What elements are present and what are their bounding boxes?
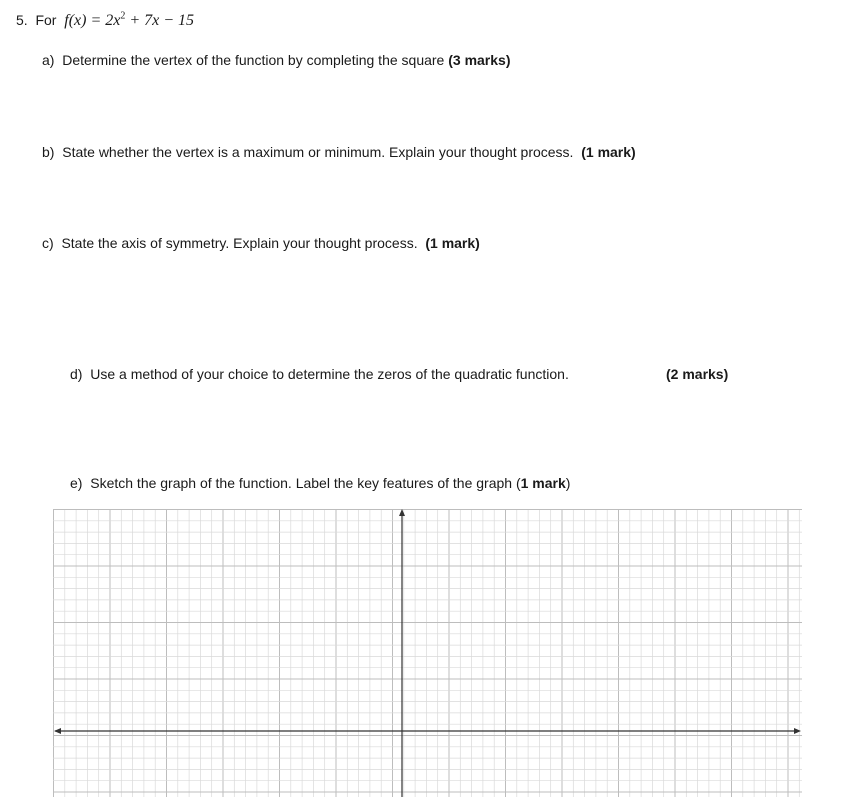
part-b-letter: b)	[42, 144, 55, 160]
part-e	[70, 475, 570, 491]
graph-paper-grid[interactable]	[53, 509, 802, 797]
part-c-text: State the axis of symmetry. Explain your thought process.	[61, 235, 418, 251]
part-d-marks-wrap	[666, 366, 728, 382]
x-axis-arrow-left	[54, 728, 61, 734]
part-b-text: State whether the vertex is a maximum or minimum. Explain your thought process.	[62, 144, 574, 160]
part-e-marks: 1 mark	[520, 475, 566, 491]
question-heading	[16, 12, 194, 30]
part-b-marks: (1 mark)	[581, 144, 636, 160]
part-c	[42, 235, 480, 251]
part-d-marks: (2 marks)	[666, 366, 729, 382]
part-a-letter: a)	[42, 52, 55, 68]
function-exponent: 2	[120, 10, 126, 22]
part-c-marks: (1 mark)	[425, 235, 480, 251]
question-lead: For	[35, 12, 57, 28]
part-b	[42, 144, 636, 160]
part-e-text: Sketch the graph of the function. Label the key features of the graph (	[90, 475, 521, 491]
part-a	[42, 52, 511, 68]
part-a-text: Determine the vertex of the function by completing the square	[62, 52, 445, 68]
part-d	[70, 366, 569, 382]
x-axis-arrow-right	[794, 728, 801, 734]
part-a-marks: (3 marks)	[448, 52, 511, 68]
part-d-text: Use a method of your choice to determine the zeros of the quadratic function.	[90, 366, 569, 382]
function-lhs: f(x) = 2x	[64, 12, 121, 29]
function-rhs: + 7x − 15	[125, 12, 195, 29]
question-number: 5.	[16, 12, 28, 28]
grid-lines	[53, 509, 802, 797]
part-e-close: )	[565, 475, 571, 491]
part-e-letter: e)	[70, 475, 83, 491]
part-d-letter: d)	[70, 366, 83, 382]
function-expression	[64, 12, 194, 29]
part-c-letter: c)	[42, 235, 54, 251]
